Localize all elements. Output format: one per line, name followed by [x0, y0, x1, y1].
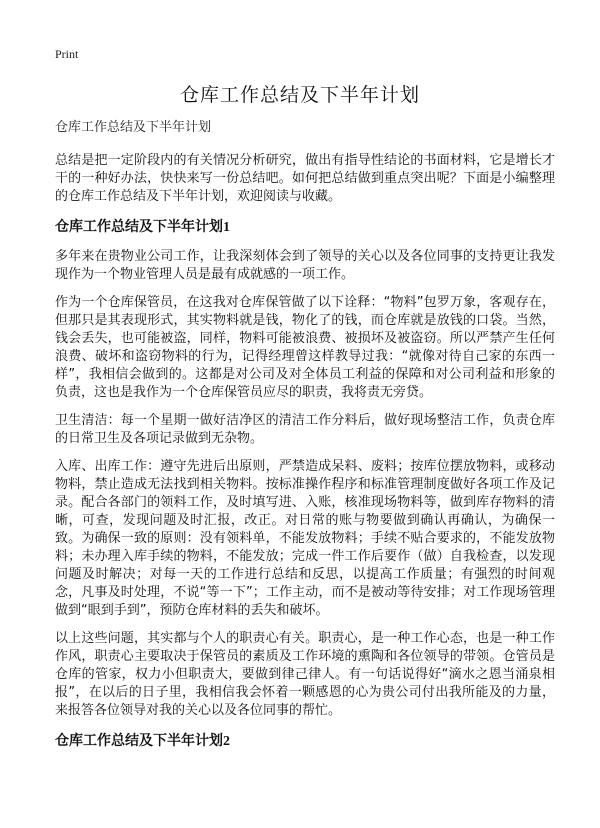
body-paragraph-1: 多年来在贵物业公司工作，让我深刻体会到了领导的关心以及各位同事的支持更让我发现作为一个物业管理人员是最有成就感的一项工作。 [55, 249, 555, 282]
body-paragraph-5: 以上这些问题，其实都与个人的职责心有关。职责心，是一种工作心态，也是一种工作作风，职责心主要取决于保管员的素质及工作环境的熏陶和各位领导的带领。仓管员是仓库的管家，权力小但职责大，要做到律己律人。有一句话说得好“滴水之恩当涌泉相报”，在以后的日子里，我相信我会怀着一颗感恩的心为贵公司付出我所能及的力量，来报答各位领导对我的关心以及各位同事的帮忙。 [55, 631, 555, 718]
page-title: 仓库工作总结及下半年计划 [179, 84, 420, 106]
intro-paragraph: 总结是把一定阶段内的有关情况分析研究，做出有指导性结论的书面材料，它是增长才干的一种好办法，快快来写一份总结吧。如何把总结做到重点突出呢？下面是小编整理的仓库工作总结及下半年计划，欢迎阅读与收藏。 [55, 153, 555, 204]
body-paragraph-2: 作为一个仓库保管员，在这我对仓库保管做了以下诠释：“物料”包罗万象，客观存在，但那只是其表现形式，其实物料就是钱，物化了的钱，而仓库就是放钱的口袋。当然，钱会丢失，也可能被盗，同样，物料可能被浪费、被损坏及被盗窃。所以严禁产生任何浪费、破坏和盗窃物料的行为，记得经理曾这样教导过我：“就像对待自己家的东西一样”，我相信会做到的。这都是对公司及对全体员工利益的保障和对公司利益和形象的负责，这也是我作为一个仓库保管员应尽的职责，我将责无旁贷。 [55, 295, 555, 400]
print-link[interactable]: Print [55, 47, 79, 61]
document-subtitle: 仓库工作总结及下半年计划 [55, 120, 212, 135]
body-paragraph-4: 入库、出库工作：遵守先进后出原则，严禁造成呆料、废料；按库位摆放物料，或移动物料，禁止造成无法找到相关物料。按标准操作程序和标准管理制度做好各项工作及记录。配合各部门的领料工作，及时填写进、入账，核准现场物料等，做到库存物料的清晰，可查，发现问题及时汇报，改正。对日常的账与物要做到确认再确认，为确保一致。为确保一致的原则：没有领料单，不能发放物料；手续不贴合要求的，不能发放物料；未办理入库手续的物料，不能发放；完成一件工作后要作（做）自我检查，以发现问题及时解决；对每一天的工作进行总结和反思，以提高工作质量；有强烈的时间观念，凡事及时处理，不说“等一下”；工作主动，而不是被动等待安排；对工作现场管理做到“眼到手到”，预防仓库材料的丢失和破坏。 [55, 459, 555, 618]
document-body [55, 118, 555, 762]
section-heading-2: 仓库工作总结及下半年计划2 [55, 734, 230, 749]
section-heading-1: 仓库工作总结及下半年计划1 [55, 220, 230, 235]
body-paragraph-3: 卫生清洁：每一个星期一做好洁净区的清洁工作分料后，做好现场整洁工作，负责仓库的日常卫生及各项记录做到无杂物。 [55, 413, 555, 446]
